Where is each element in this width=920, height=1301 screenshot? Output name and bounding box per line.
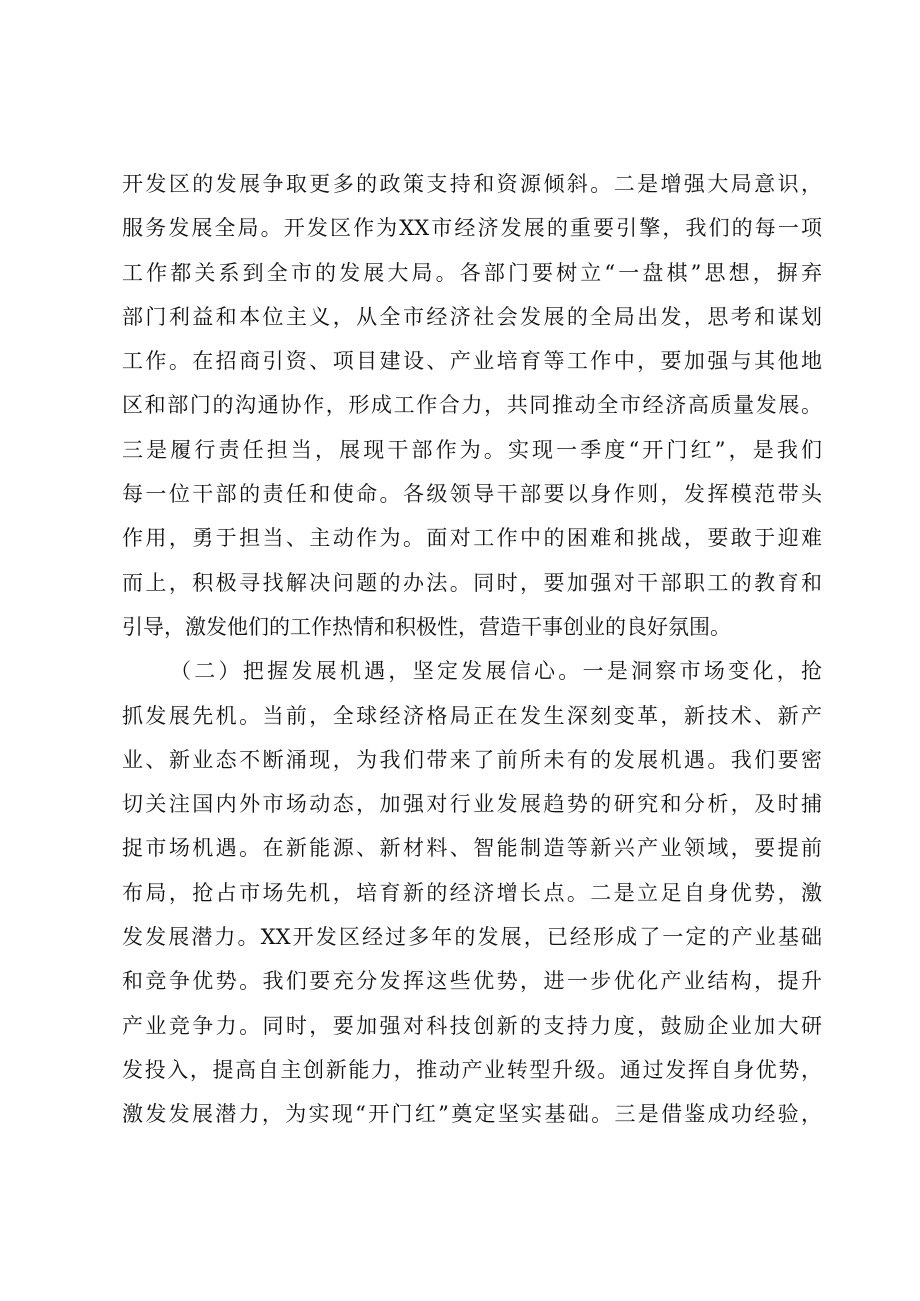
text-line: 激发发展潜力，为实现“开门红”奠定坚实基础。三是借鉴成功经验， (122, 1102, 822, 1127)
text-line: 而上，积极寻找解决问题的办法。同时，要加强对干部职工的教育和 (122, 570, 822, 595)
text-line: 区和部门的沟通协作，形成工作合力，共同推动全市经济高质量发展。 (122, 393, 822, 418)
text-line: 工作都关系到全市的发展大局。各部门要树立“一盘棋”思想，摒弃 (122, 260, 822, 285)
text-line: 服务发展全局。开发区作为XX市经济发展的重要引擎，我们的每一项 (122, 216, 822, 241)
text-line: 引导，激发他们的工作热情和积极性，营造干事创业的良好氛围。 (122, 614, 731, 639)
text-line: 和竞争优势。我们要充分发挥这些优势，进一步优化产业结构，提升 (122, 969, 822, 994)
text-line: 切关注国内外市场动态，加强对行业发展趋势的研究和分析，及时捕 (122, 792, 822, 817)
text-line: 作用，勇于担当、主动作为。面对工作中的困难和挑战，要敢于迎难 (122, 526, 822, 551)
text-line: 工作。在招商引资、项目建设、产业培育等工作中，要加强与其他地 (122, 349, 822, 374)
body-text (122, 162, 822, 1137)
text-line: 每一位干部的责任和使命。各级领导干部要以身作则，发挥模范带头 (122, 482, 822, 507)
text-line: 部门利益和本位主义，从全市经济社会发展的全局出发，思考和谋划 (122, 304, 822, 329)
text-line: 业、新业态不断涌现，为我们带来了前所未有的发展机遇。我们要密 (122, 747, 822, 772)
section-heading-line: （二）把握发展机遇，坚定发展信心。一是洞察市场变化，抢 (170, 659, 822, 684)
text-line: 发发展潜力。XX开发区经过多年的发展，已经形成了一定的产业基础 (122, 925, 822, 950)
text-line: 抓发展先机。当前，全球经济格局正在发生深刻变革，新技术、新产 (122, 703, 822, 728)
text-line: 布局，抢占市场先机，培育新的经济增长点。二是立足自身优势，激 (122, 880, 822, 905)
text-line: 发投入，提高自主创新能力，推动产业转型升级。通过发挥自身优势， (122, 1057, 822, 1082)
text-line: 开发区的发展争取更多的政策支持和资源倾斜。二是增强大局意识， (122, 172, 822, 196)
text-line: 产业竞争力。同时，要加强对科技创新的支持力度，鼓励企业加大研 (122, 1013, 822, 1038)
text-line: 捉市场机遇。在新能源、新材料、智能制造等新兴产业领域，要提前 (122, 836, 822, 861)
text-line: 三是履行责任担当，展现干部作为。实现一季度“开门红”，是我们 (122, 437, 822, 462)
